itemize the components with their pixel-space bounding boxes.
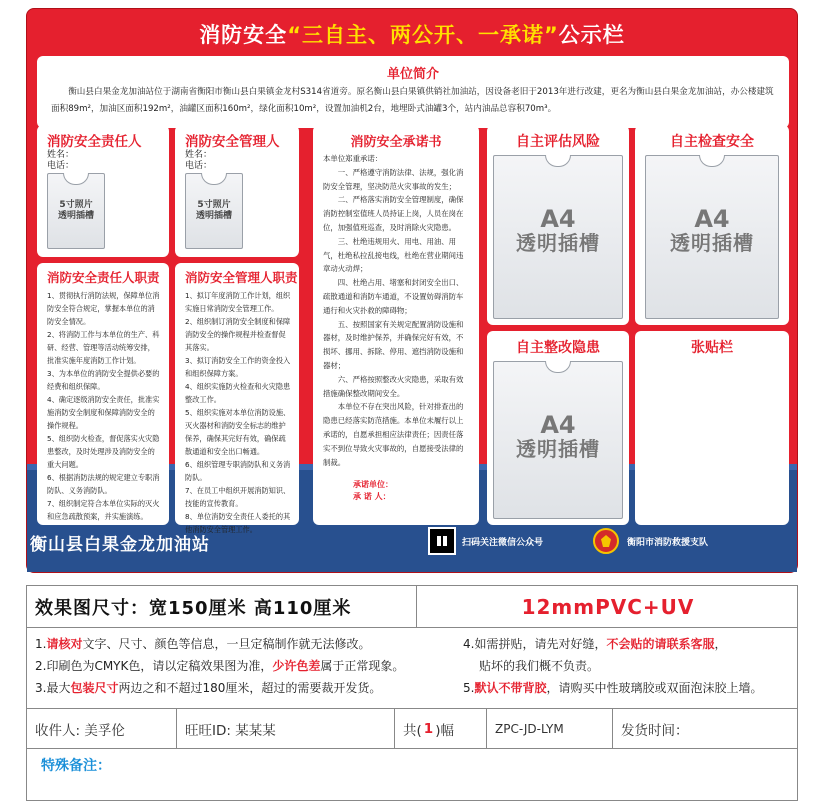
paste-panel [635,331,789,525]
title-highlight: “三自主、两公开、一承诺” [287,23,559,47]
a4-label [494,412,622,460]
promise-item: 六、严格按照整改火灾隐患，采取有效措施确保整改期间安全。 [323,374,464,398]
manager-duty-list [175,286,299,536]
pocket-notch [699,155,725,167]
duty-item: 3、为本单位的消防安全提供必要的经费和组织保障。 [47,369,160,391]
promise-text [313,150,479,469]
photo-label-line1: 5寸照片 [197,200,231,210]
a4-line1: A4 [540,411,576,439]
qr-code-icon [428,527,456,555]
responsible-person-panel [37,125,169,257]
sign-person: 承 诺 人： [353,492,391,502]
promise-item: 五、按照国家有关规定配置消防设施和器材，及时维护保养，并确保完好有效，不损坏、挪用、拆除、停用、遮挡消防设施和器材； [323,319,464,370]
scan-text: 扫码关注微信公众号 [462,538,544,548]
sign-unit: 承诺单位： [353,480,393,490]
promise-item: 本单位不存在突出风险，针对排查出的隐患已经落实防范措施。本单位未履行以上承诺的，自愿承担相应法律责任；因责任落实不到位导致火灾事故的，自愿接受法律的制裁。 [323,402,464,467]
note-2: 2.印刷色为CMYK色，请以定稿效果图为准，少许色差属于正常现象。 [35,659,405,673]
size-row [27,586,797,628]
duty-item: 5、组织防火检查，督促落实火灾隐患整改，及时处理涉及消防安全的重大问题。 [47,434,160,469]
intro-text: 衡山县白果金龙加油站位于湖南省衡阳市衡山县白果镇金龙村S314省道旁。原名衡山县白果镇供销社加油站，因设备老旧于2013年进行改建，更名为衡山县白果金龙加油站，办公楼建筑面积89m²，加油区面积192m²，油罐区面积160m²，绿化面积10m²，设置加油机2台，地埋卧式油罐3个，站内油品总容积70m³。 [51,87,774,114]
manager-title: 消防安全管理人 [185,134,280,150]
note-3: 3.最大包装尺寸两边之和不超过180厘米，超过的需要裁开发货。 [35,681,382,695]
material-label: 12mmPVC+UV [521,594,695,619]
promise-title: 消防安全承诺书 [350,135,442,150]
phone-label: 电话： [185,161,213,171]
note-5: 5.默认不带背胶，请购买中性玻璃胶或双面泡沫胶上墙。 [463,681,763,695]
promise-intro: 本单位郑重承诺： [323,154,383,163]
a4-label [494,206,622,254]
note-1: 1.请核对文字、尺寸、颜色等信息，一旦定稿制作就无法修改。 [35,637,371,651]
photo-pocket [185,173,243,249]
intro-panel [37,56,789,128]
hazard-title: 自主整改隐患 [516,340,600,356]
a4-line2: 透明插槽 [516,437,600,461]
remark-label: 特殊备注： [41,758,111,774]
duty-item: 6、组织管理专职消防队和义务消防队。 [185,460,291,482]
promise-panel [313,125,479,525]
name-label: 姓名： [47,150,75,160]
responsible-duty-list [37,286,169,523]
a4-pocket [645,155,779,319]
department-text: 衡阳市消防救援支队 [627,538,709,548]
a4-line2: 透明插槽 [670,231,754,255]
promise-item: 二、严格落实消防安全管理制度，确保消防控制室值班人员持证上岗，人员在岗在位，加强值班巡查，及时消除火灾隐患。 [323,195,464,232]
title-prefix: 消防安全 [199,23,288,47]
info-row [27,709,797,749]
product-code: ZPC-JD-LYM [487,709,613,748]
check-title: 自主检查安全 [670,134,754,150]
name-label: 姓名： [185,150,213,160]
pocket-notch [201,173,227,185]
station-name: 衡山县白果金龙加油站 [30,535,210,555]
note-4-cont: 贴坏的我们概不负责。 [479,659,600,673]
receiver-label: 收件人: 美孚伦 [27,709,177,748]
risk-title: 自主评估风险 [516,134,600,150]
duty-item: 7、在员工中组织开展消防知识、技能的宣传教育。 [185,486,291,508]
photo-label-line1: 5寸照片 [59,200,93,210]
notes-row [27,628,797,709]
hazard-panel [487,331,629,525]
duty-item: 2、将消防工作与本单位的生产、科研、经营、管理等活动统筹安排，批准实施年度消防工作计划。 [47,330,160,365]
title-suffix: 公示栏 [558,23,625,47]
duty-item: 4、组织实施防火检查和火灾隐患整改工作。 [185,382,291,404]
manager-duty-panel [175,263,299,534]
a4-line2: 透明插槽 [516,231,600,255]
count-label: 共( 1 )幅 [395,709,487,748]
responsible-title: 消防安全责任人 [47,134,142,150]
promise-item: 三、杜绝违规用火、用电、用油、用气，杜绝私拉乱接电线，杜绝在营业期间违章动火动焊； [323,236,464,274]
duty-item: 7、组织制定符合本单位实际的灭火和应急疏散预案，并实施演练。 [47,499,160,521]
risk-panel [487,125,629,325]
check-panel [635,125,789,325]
board-title [27,19,797,49]
a4-pocket [493,361,623,519]
manager-person-panel [175,125,299,257]
intro-title: 单位简介 [386,67,439,82]
duty-item: 5、组织实施对本单位消防设施、灭火器材和消防安全标志的维护保养，确保其完好有效，确保疏散通道和安全出口畅通。 [185,408,291,456]
duty-item: 3、拟订消防安全工作的资金投入和组织保障方案。 [185,356,291,378]
order-form [26,585,798,801]
duty-item: 8、单位消防安全责任人委托的其他消防安全管理工作。 [185,512,291,534]
photo-pocket [47,173,105,249]
notice-board [26,8,798,573]
a4-line1: A4 [540,205,576,233]
ship-time-label: 发货时间： [621,722,689,739]
note-4: 4.如需拼贴，请先对好缝，不会贴的请联系客服， [463,637,727,651]
manager-duty-title: 消防安全管理人职责 [185,270,298,285]
paste-title: 张贴栏 [691,340,733,356]
remark-row [27,749,797,802]
size-label: 效果图尺寸：宽150厘米 高110厘米 [27,586,417,627]
duty-item: 1、拟订年度消防工作计划，组织实施日常消防安全管理工作。 [185,291,291,313]
responsible-duty-title: 消防安全责任人职责 [47,270,160,285]
a4-line1: A4 [694,205,730,233]
photo-label [186,200,242,222]
phone-label: 电话： [47,161,75,171]
fire-rescue-emblem-icon [593,528,619,554]
responsible-duty-panel [37,263,169,525]
duty-item: 6、根据消防法规的规定建立专职消防队、义务消防队。 [47,473,160,495]
pocket-notch [545,155,571,167]
wangwang-label: 旺旺ID: 某某某 [177,709,395,748]
promise-item: 一、严格遵守消防法律、法规，强化消防安全管理，坚决防范火灾事故的发生； [323,167,464,191]
photo-label-line2: 透明插槽 [195,211,232,221]
promise-item: 四、杜绝占用、堵塞和封闭安全出口、疏散通道和消防车通道，不设置妨碍消防车通行和火灾扑救的障碍物； [323,278,464,315]
duty-item: 2、组织制订消防安全制度和保障消防安全的操作规程并检查督促其落实。 [185,317,291,352]
duty-item: 4、确定逐级消防安全责任，批准实施消防安全制度和保障消防安全的操作规程。 [47,395,160,430]
a4-label [646,206,778,254]
duty-item: 1、贯彻执行消防法规，保障单位消防安全符合规定，掌握本单位的消防安全情况。 [47,291,160,326]
pocket-notch [63,173,89,185]
a4-pocket [493,155,623,319]
photo-label-line2: 透明插槽 [57,211,94,221]
photo-label [48,200,104,222]
pocket-notch [545,361,571,373]
